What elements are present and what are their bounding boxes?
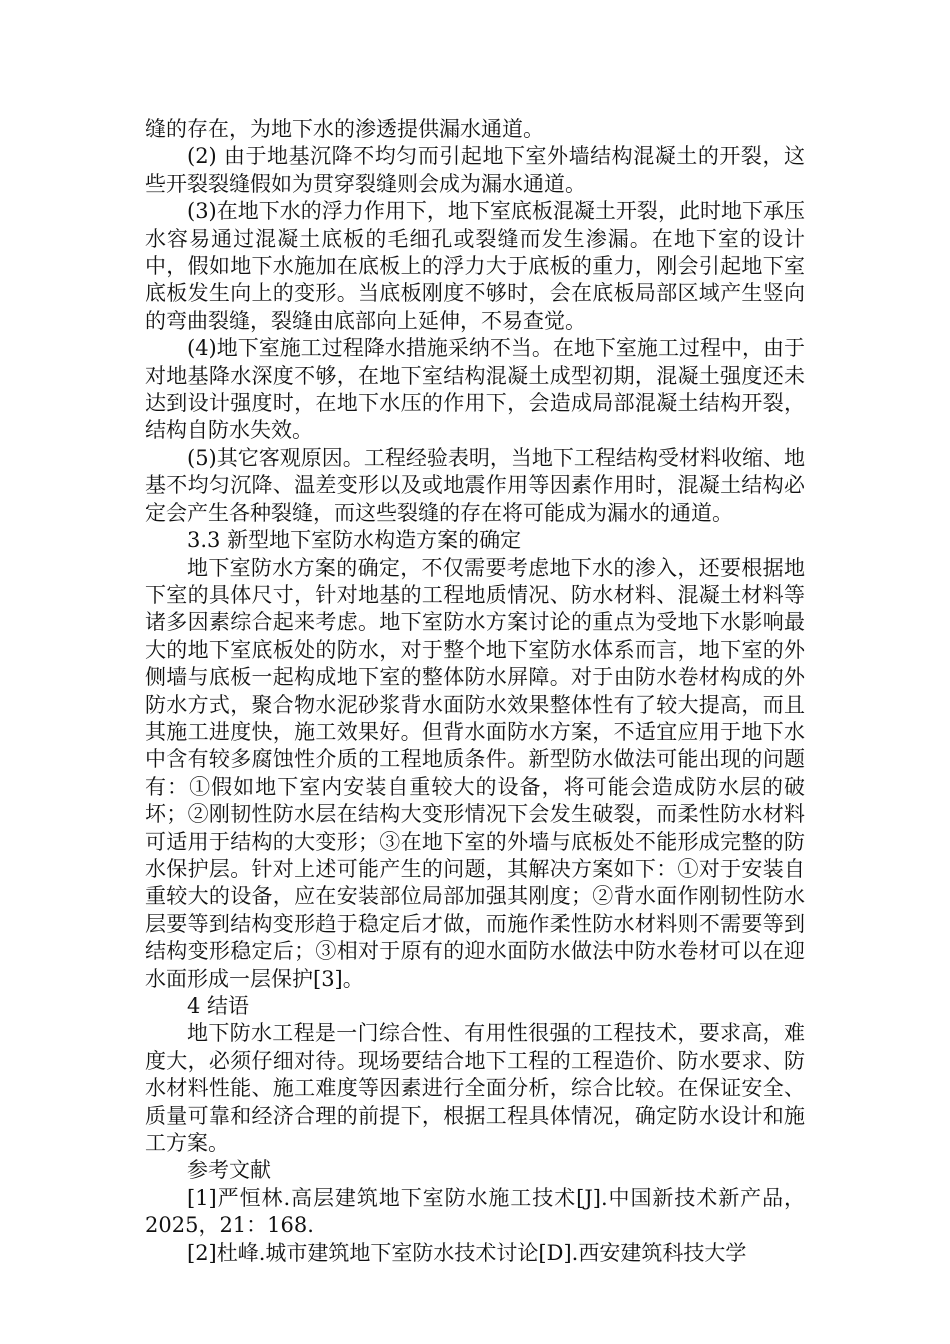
references-heading: 参考文献 [187, 1158, 271, 1183]
paragraph-cause-5: (5)其它客观原因。工程经验表明，当地下工程结构受材料收缩、地基不均匀沉降、温差变形以及或地震作用等因素作用时，混凝土结构必定会产生各种裂缝，而这些裂缝的存在将可能成为漏水的通道。 [145, 445, 805, 525]
paragraph-cause-2: (2) 由于地基沉降不均匀而引起地下室外墙结构混凝土的开裂，这些开裂裂缝假如为贯穿裂缝则会成为漏水通道。 [145, 144, 805, 196]
section-heading-4: 4 结语 [187, 994, 250, 1018]
reference-item-1: [1]严恒林.高层建筑地下室防水施工技术[J].中国新技术新产品，2025，21：168. [145, 1185, 805, 1238]
paragraph-continuation: 缝的存在，为地下水的渗透提供漏水通道。 [145, 117, 544, 141]
reference-item-2: [2]杜峰.城市建筑地下室防水技术讨论[D].西安建筑科技大学 [187, 1240, 747, 1265]
section-heading-3-3: 3.3 新型地下室防水构造方案的确定 [187, 528, 522, 553]
body-text [145, 116, 805, 1267]
paragraph-conclusion: 地下防水工程是一门综合性、有用性很强的工程技术，要求高，难度大，必须仔细对待。现场要结合地下工程的工程造价、防水要求、防水材料性能、施工难度等因素进行全面分析，综合比较。在保证安全、质量可靠和经济合理的前提下，根据工程具体情况，确定防水设计和施工方案。 [145, 1021, 805, 1156]
paragraph-scheme: 地下室防水方案的确定，不仅需要考虑地下水的渗入，还要根据地下室的具体尺寸，针对地基的工程地质情况、防水材料、混凝土材料等诸多因素综合起来考虑。地下室防水方案讨论的重点为受地下水影响最大的地下室底板处的防水，对于整个地下室防水体系而言，地下室的外侧墙与底板一起构成地下室的整体防水屏障。对于由防水卷材构成的外防水方式，聚合物水泥砂浆背水面防水效果整体性有了较大提高，而且其施工进度快，施工效果好。但背水面防水方案，不适宜应用于地下水中含有较多腐蚀性介质的工程地质条件。新型防水做法可能出现的问题有：①假如地下室内安装自重较大的设备，将可能会造成防水层的破坏；②刚韧性防水层在结构大变形情况下会发生破裂，而柔性防水材料可适用于结构的大变形；③在地下室的外墙与底板处不能形成完整的防水保护层。针对上述可能产生的问题，其解决方案如下：①对于安装自重较大的设备，应在安装部位局部加强其刚度；②背水面作刚韧性防水层要等到结构变形趋于稳定后才做，而施作柔性防水材料则不需要等到结构变形稳定后；③相对于原有的迎水面防水做法中防水卷材可以在迎水面形成一层保护[3]。 [145, 555, 805, 991]
paragraph-cause-4: (4)地下室施工过程降水措施采纳不当。在地下室施工过程中，由于对地基降水深度不够，在地下室结构混凝土成型初期，混凝土强度还未达到设计强度时，在地下水压的作用下，会造成局部混凝土结构开裂，结构自防水失效。 [145, 336, 805, 443]
paragraph-cause-3: (3)在地下水的浮力作用下，地下室底板混凝土开裂，此时地下承压水容易通过混凝土底板的毛细孔或裂缝而发生渗漏。在地下室的设计中，假如地下水施加在底板上的浮力大于底板的重力，刚会引起地下室底板发生向上的变形。当底板刚度不够时，会在底板局部区域产生竖向的弯曲裂缝，裂缝由底部向上延伸，不易查觉。 [145, 199, 805, 333]
